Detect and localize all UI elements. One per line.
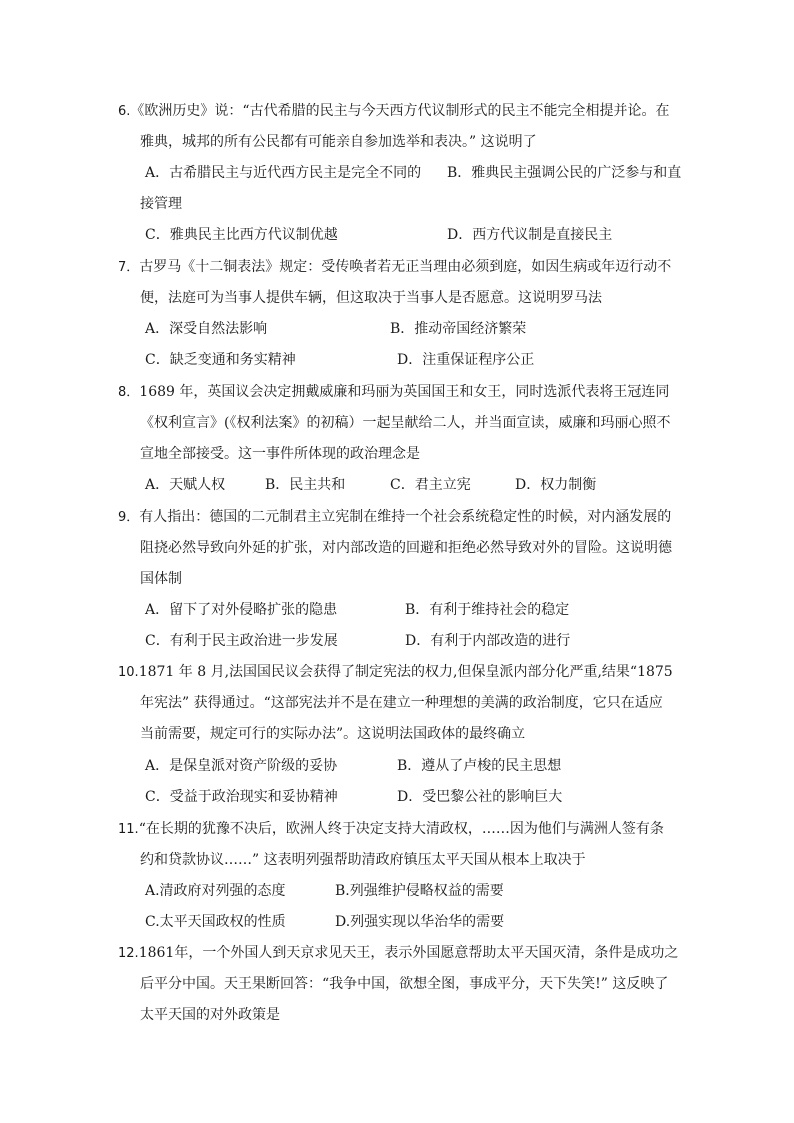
question-text-line: 1861年，一个外国人到天京求见天王，表示外国愿意帮助太平天国灭清，条件是成功之 [138,945,679,961]
option-d: D.列强实现以华治华的需要 [335,914,505,930]
question-8 [118,377,678,470]
option-a: A.清政府对列强的态度 [145,883,286,899]
question-number: 9． [118,510,140,525]
options-7 [145,314,705,376]
options-10 [145,751,705,813]
option-a: A．古希腊民主与近代西方民主是完全不同的 [145,165,422,181]
options-9 [145,595,705,657]
question-text-line: 《权利宣言》(《权利法案》的初稿）一起呈献给二人，并当面宣读，威廉和玛丽心照不 [140,415,671,431]
question-number: 8． [118,385,140,400]
options-6 [140,158,705,251]
option-c: C．缺乏变通和务实精神 [145,352,296,368]
option-d: D．有利于内部改造的进行 [405,633,571,649]
question-10 [118,657,678,750]
option-b: B．有利于维持社会的稳定 [405,602,570,618]
options-11 [145,876,705,938]
question-number: 7． [118,260,140,275]
option-d: D．受巴黎公社的影响巨大 [397,789,563,805]
question-9 [118,502,678,595]
option-c: C.太平天国政权的性质 [145,914,286,930]
option-d: D．权力制衡 [515,477,597,493]
option-c: C．雅典民主比西方代议制优越 [145,227,338,243]
option-c: C．受益于政治现实和妥协精神 [145,789,338,805]
option-a: A．深受自然法影响 [145,321,268,337]
option-b: B.列强维护侵略权益的需要 [335,883,504,899]
question-text-line: 便，法庭可为当事人提供车辆，但这取决于当事人是否愿意。这说明罗马法 [140,290,602,306]
option-b: B．推动帝国经济繁荣 [390,321,527,337]
question-text-line: 《欧洲历史》说：“古代希腊的民主与今天西方代议制形式的民主不能完全相提并论。在 [130,103,670,119]
question-text-line: 阻挠必然导致向外延的扩张，对内部改造的回避和拒绝必然导致对外的冒险。这说明德 [140,540,672,556]
question-text-line: 1871 年 8 月,法国国民议会获得了制定宪法的权力,但保皇派内部分化严重,结果“1875 [138,664,673,680]
question-number: 12. [118,946,139,961]
question-number: 10. [118,665,139,680]
option-a: A．留下了对外侵略扩张的隐患 [145,602,338,618]
question-text-line: “在长期的犹豫不决后，欧洲人终于决定支持大清政权，……因为他们与满洲人签有条 [138,821,664,837]
option-a: A．天赋人权 [145,477,226,493]
question-12 [118,938,678,1031]
question-text-line: 后平分中国。天王果断回答：“我争中国，欲想全图，事成平分，天下失笑!” 这反映了 [140,976,669,992]
question-text-line: 太平天国的对外政策是 [140,1007,280,1023]
question-text-line: 1689 年，英国议会决定拥戴威廉和玛丽为英国国王和女王，同时选派代表将王冠连同 [139,384,670,400]
option-b: B．遵从了卢梭的民主思想 [397,758,562,774]
question-6 [118,96,678,158]
option-d: D．西方代议制是直接民主 [447,227,613,243]
question-text-line: 国体制 [140,571,182,587]
question-text-line: 有人指出：德国的二元制君主立宪制在维持一个社会系统稳定性的时候，对内涵发展的 [139,509,672,525]
option-d: D．注重保证程序公正 [397,352,535,368]
question-number: 6. [118,104,131,119]
options-8 [145,470,705,501]
option-b-continued: 接管理 [140,196,182,212]
question-text-line: 约和贷款协议……” 这表明列强帮助清政府镇压太平天国从根本上取决于 [140,852,586,868]
question-7 [118,252,678,314]
question-11 [118,814,678,876]
option-b: B．民主共和 [265,477,346,493]
question-text-line: 古罗马《十二铜表法》规定：受传唤者若无正当理由必须到庭，如因生病或年迈行动不 [139,259,672,275]
option-c: C．有利于民主政治进一步发展 [145,633,338,649]
option-a: A．是保皇派对资产阶级的妥协 [145,758,338,774]
question-number: 11. [118,822,139,837]
option-c: C．君主立宪 [390,477,471,493]
question-text-line: 宣地全部接受。这一事件所体现的政治理念是 [140,446,420,462]
option-b: B．雅典民主强调公民的广泛参与和直 [447,165,682,181]
question-text-line: 雅典，城邦的所有公民都有可能亲自参加选举和表决。” 这说明了 [140,134,537,150]
question-text-line: 当前需要，规定可行的实际办法”。这说明法国政体的最终确立 [140,726,526,742]
question-text-line: 年宪法” 获得通过。“这部宪法并不是在建立一种理想的美满的政治制度，它只在适应 [140,695,663,711]
